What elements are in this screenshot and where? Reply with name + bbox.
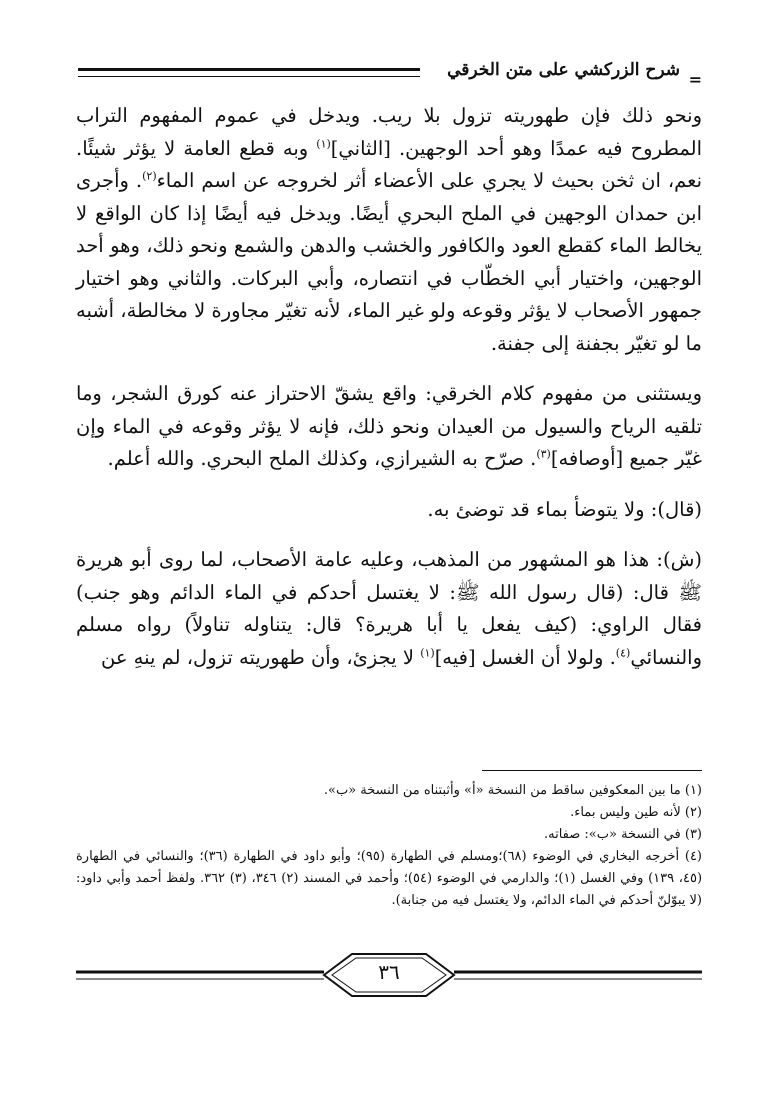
paragraph-4 [76, 544, 702, 674]
footnote-3: (٣) في النسخة «ب»: صفاته. [544, 827, 702, 842]
paragraph-gap [76, 360, 702, 378]
p1-line-1: ونحو ذلك فإن طهوريته تزول بلا ريب. ويدخل في عموم المفهوم التراب [76, 104, 702, 127]
p1-line-3: وبه قطع العامة لا يؤثر شيئًا. [76, 136, 309, 160]
footnote-ref-2[interactable]: (٢) [142, 169, 157, 183]
paragraph-2 [76, 378, 702, 476]
footnote-ref-3[interactable]: (٣) [536, 447, 551, 461]
p4-text-a: (ش): هذا هو المشهور من المذهب، وعليه عامة الأصحاب، لما روى أبو هريرة ﷺ قال: (قال رسول الله ﷺ: لا يغتسل أحدكم في الماء الدائم وهو جنب) فقال الراوي: (كيف يفعل يا أبا هريرة؟ قال: يتناوله تناولاً) رواه مسلم والنسائي [76, 548, 702, 669]
footnote-1: (١) ما بين المعكوفين ساقط من النسخة «أ» وأثبتناه من النسخة «ب». [323, 783, 702, 798]
footnote-2: (٢) لأنه طين وليس بماء. [570, 805, 702, 820]
p1-line-4: نعم، ان ثخن بحيث لا يجري على الأعضاء أثر لخروجه عن اسم الماء [156, 169, 702, 192]
running-header [78, 52, 702, 92]
footnote-ref-4[interactable]: (٤) [615, 646, 631, 659]
footnote-4: (٤) أخرجه البخاري في الوضوء (٦٨)؛ومسلم في الطهارة (٩٥)؛ وأبو داود في الطهارة (٣٦)؛ والنسائي في الطهارة (٤٥، ١٣٩) وفي الغسل (١)؛ والدارمي في الوضوء (٥٤)؛ وأحمد في المسند (٢) ٣٤٦، (٣) ٣٦٢. ولفظ أحمد وأبي داود: (لا يبوّلنّ أحدكم في الماء الدائم، ولا يغتسل فيه من جنابة). [76, 849, 703, 908]
p1-line-2: المطروح فيه عمدًا وهو أحد الوجهين. [الثاني] [330, 136, 702, 160]
main-text [76, 100, 702, 674]
page-footer [76, 948, 702, 1000]
header-title: شرح الزركشي على متن الخرقي [447, 60, 680, 80]
p2-text-a: ويستثنى من مفهوم كلام الخرقي: واقع يشقّ الاحتراز عنه كورق الشجر، وما تلقيه الرياح والسيول من العيدان ونحو ذلك، فإنه لا يؤثر وقوعه في الماء وإن غيّر جميع [أوصافه] [76, 382, 702, 470]
footnote-ref-1[interactable]: (١) [316, 137, 331, 150]
header-rule-thick [78, 68, 420, 71]
paragraph-3 [76, 494, 702, 527]
header-rule-thin [78, 76, 420, 77]
p4-text-b: . ولولا أن الغسل [فيه] [434, 645, 616, 669]
paragraph-gap [76, 526, 702, 544]
footnote-separator [482, 770, 702, 771]
p2-text-b: . صرّح به الشيرازي، وكذلك الملح البحري. والله أعلم. [107, 447, 537, 470]
paragraph-gap [76, 476, 702, 494]
footnotes [76, 780, 702, 912]
page-number: ٣٦ [378, 960, 400, 984]
paragraph-1 [76, 100, 702, 360]
footnote-ref-1b[interactable]: (١) [420, 646, 435, 659]
p1-line-5: . وأجرى ابن حمدان الوجهين في الملح البحري أيضًا. ويدخل فيه أيضًا إذا كان الواقع لا يخالط الماء كقطع العود والكافور والخشب والدهن والشمع ونحو ذلك، وهو أحد الوجهين، واختيار أبي الخطّاب في انتصاره، وأبي البركات. والثاني وهو اختيار جمهور الأصحاب لا يؤثر وقوعه ولو غير الماء، لأنه تغيّر مجاورة لا مخالطة، أشبه ما لو تغيّر بجفنة إلى جفنة. [76, 169, 702, 355]
p3-text: (قال): ولا يتوضأ بماء قد توضئ به. [427, 497, 702, 521]
header-marker: = [688, 70, 702, 89]
p4-text-c: لا يجزئ، وأن طهوريته تزول، لم ينهِ عن [100, 645, 421, 669]
